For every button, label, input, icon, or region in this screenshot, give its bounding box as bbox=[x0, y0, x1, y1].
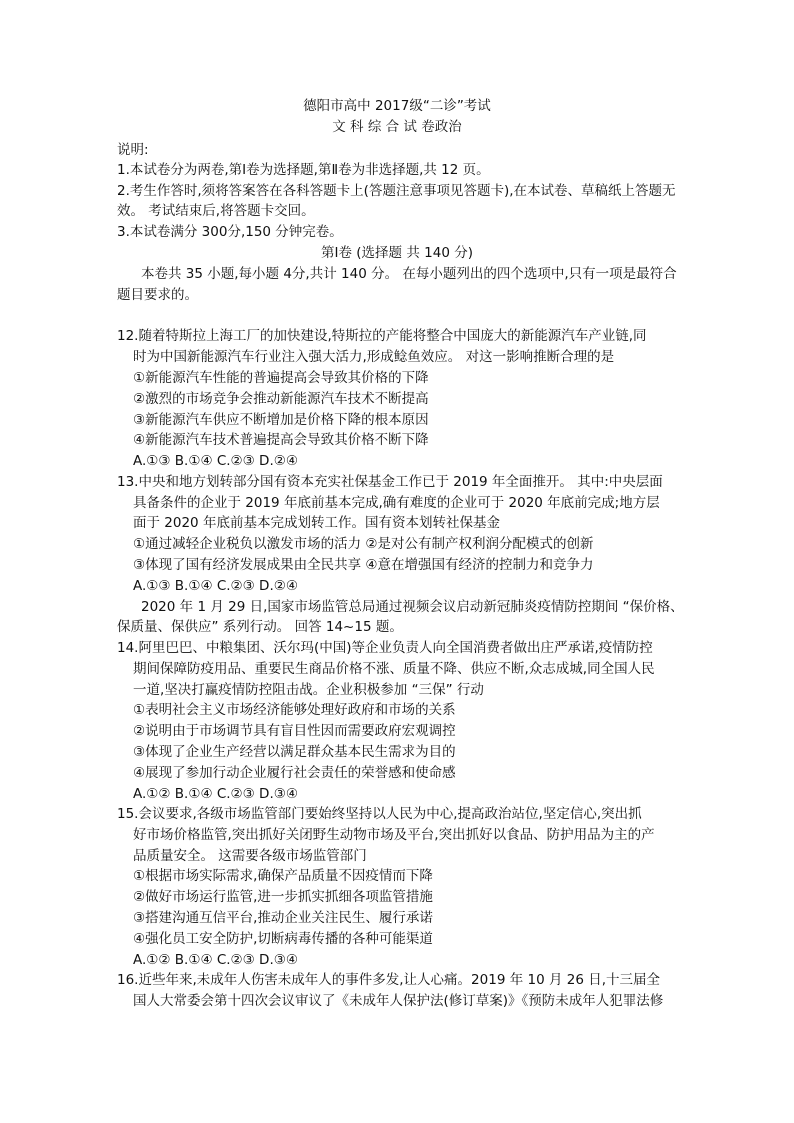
question-14-option: ④展现了参加行动企业履行社会责任的荣誉感和使命感 bbox=[133, 765, 456, 781]
exam-title: 德阳市高中 2017级“二诊”考试 bbox=[303, 98, 491, 114]
question-12-option: ③新能源汽车供应不断增加是价格下降的根本原因 bbox=[133, 412, 429, 428]
question-16-stem: 16.近些年来,未成年人伤害未成年人的事件多发,让人心痛。2019 年 10 月 26 日,十三届全 bbox=[117, 972, 661, 988]
question-12-option: ①新能源汽车性能的普遍提高会导致其价格的下降 bbox=[133, 370, 429, 386]
question-15-stem: 品质量安全。 这需要各级市场监管部门 bbox=[133, 848, 367, 864]
question-12-choices: A.①③ B.①④ C.②③ D.②④ bbox=[133, 453, 298, 469]
exam-subtitle: 文 科 综 合 试 卷政治 bbox=[332, 119, 462, 135]
question-15-choices: A.①② B.①④ C.②③ D.③④ bbox=[133, 952, 298, 968]
question-14-option: ③体现了企业生产经营以满足群众基本民生需求为目的 bbox=[133, 744, 456, 760]
question-12-option: ②激烈的市场竞争会推动新能源汽车技术不断提高 bbox=[133, 391, 429, 407]
section-intro: 题目要求的。 bbox=[117, 287, 198, 303]
question-14-stem: 期间保障防疫用品、重要民生商品价格不涨、质量不降、供应不断,众志成城,同全国人民 bbox=[133, 661, 655, 677]
question-15-option: ①根据市场实际需求,确保产品质量不因疫情而下降 bbox=[133, 868, 433, 884]
instruction-line: 效。 考试结束后,将答题卡交回。 bbox=[117, 203, 315, 219]
question-12-option: ④新能源汽车技术普遍提高会导致其价格不断下降 bbox=[133, 432, 429, 448]
section-intro: 本卷共 35 小题,每小题 4分,共计 140 分。 在每小题列出的四个选项中,只有一项是最符合 bbox=[141, 266, 677, 282]
question-15-option: ④强化员工安全防护,切断病毒传播的各种可能渠道 bbox=[133, 931, 433, 947]
question-15-option: ②做好市场运行监管,进一步抓实抓细各项监管措施 bbox=[133, 889, 433, 905]
question-13-choices: A.①③ B.①④ C.②③ D.②④ bbox=[133, 578, 298, 594]
question-13-stem: 13.中央和地方划转部分国有资本充实社保基金工作已于 2019 年全面推开。 其中:中央层面 bbox=[117, 474, 663, 490]
question-15-option: ③搭建沟通互信平台,推动企业关注民生、履行承诺 bbox=[133, 910, 433, 926]
question-13-option: ①通过减轻企业税负以激发市场的活力 ②是对公有制产权利润分配模式的创新 bbox=[133, 536, 594, 552]
question-15-stem: 15.会议要求,各级市场监管部门要始终坚持以人民为中心,提高政治站位,坚定信心,突出抓 bbox=[117, 806, 642, 822]
question-16-stem: 国人大常委会第十四次会议审议了《未成年人保护法(修订草案)》《预防未成年人犯罪法修 bbox=[133, 993, 664, 1009]
question-14-choices: A.①② B.①④ C.②③ D.③④ bbox=[133, 786, 298, 802]
instruction-line: 1.本试卷分为两卷,第Ⅰ卷为选择题,第Ⅱ卷为非选择题,共 12 页。 bbox=[117, 162, 490, 178]
question-14-stem: 一道,坚决打赢疫情防控阻击战。企业积极参加 “三保” 行动 bbox=[133, 682, 484, 698]
passage-text: 保质量、保供应” 系列行动。 回答 14~15 题。 bbox=[117, 619, 403, 635]
question-13-stem: 具备条件的企业于 2019 年底前基本完成,确有难度的企业可于 2020 年底前完成;地方层 bbox=[133, 495, 660, 511]
question-14-option: ②说明由于市场调节具有盲目性因而需要政府宏观调控 bbox=[133, 723, 456, 739]
question-12-stem: 12.随着特斯拉上海工厂的加快建设,特斯拉的产能将整合中国庞大的新能源汽车产业链,同 bbox=[117, 328, 647, 344]
question-12-stem: 时为中国新能源汽车行业注入强大活力,形成鲶鱼效应。 对这一影响推断合理的是 bbox=[133, 349, 615, 365]
question-14-option: ①表明社会主义市场经济能够处理好政府和市场的关系 bbox=[133, 702, 456, 718]
instruction-line: 3.本试卷满分 300分,150 分钟完卷。 bbox=[117, 224, 343, 240]
passage-text: 2020 年 1 月 29 日,国家市场监管总局通过视频会议启动新冠肺炎疫情防控期间 “保价格、 bbox=[141, 599, 684, 615]
instructions-heading: 说明: bbox=[117, 142, 149, 158]
question-15-stem: 好市场价格监管,突出抓好关闭野生动物市场及平台,突出抓好以食品、防护用品为主的产 bbox=[133, 827, 655, 843]
question-14-stem: 14.阿里巴巴、中粮集团、沃尔玛(中国)等企业负责人向全国消费者做出庄严承诺,疫情防控 bbox=[117, 640, 653, 656]
section-title: 第Ⅰ卷 (选择题 共 140 分) bbox=[321, 245, 473, 261]
instruction-line: 2.考生作答时,须将答案答在各科答题卡上(答题注意事项见答题卡),在本试卷、草稿纸上答题无 bbox=[117, 183, 676, 199]
question-13-option: ③体现了国有经济发展成果由全民共享 ④意在增强国有经济的控制力和竞争力 bbox=[133, 557, 594, 573]
question-13-stem: 面于 2020 年底前基本完成划转工作。国有资本划转社保基金 bbox=[133, 515, 500, 531]
